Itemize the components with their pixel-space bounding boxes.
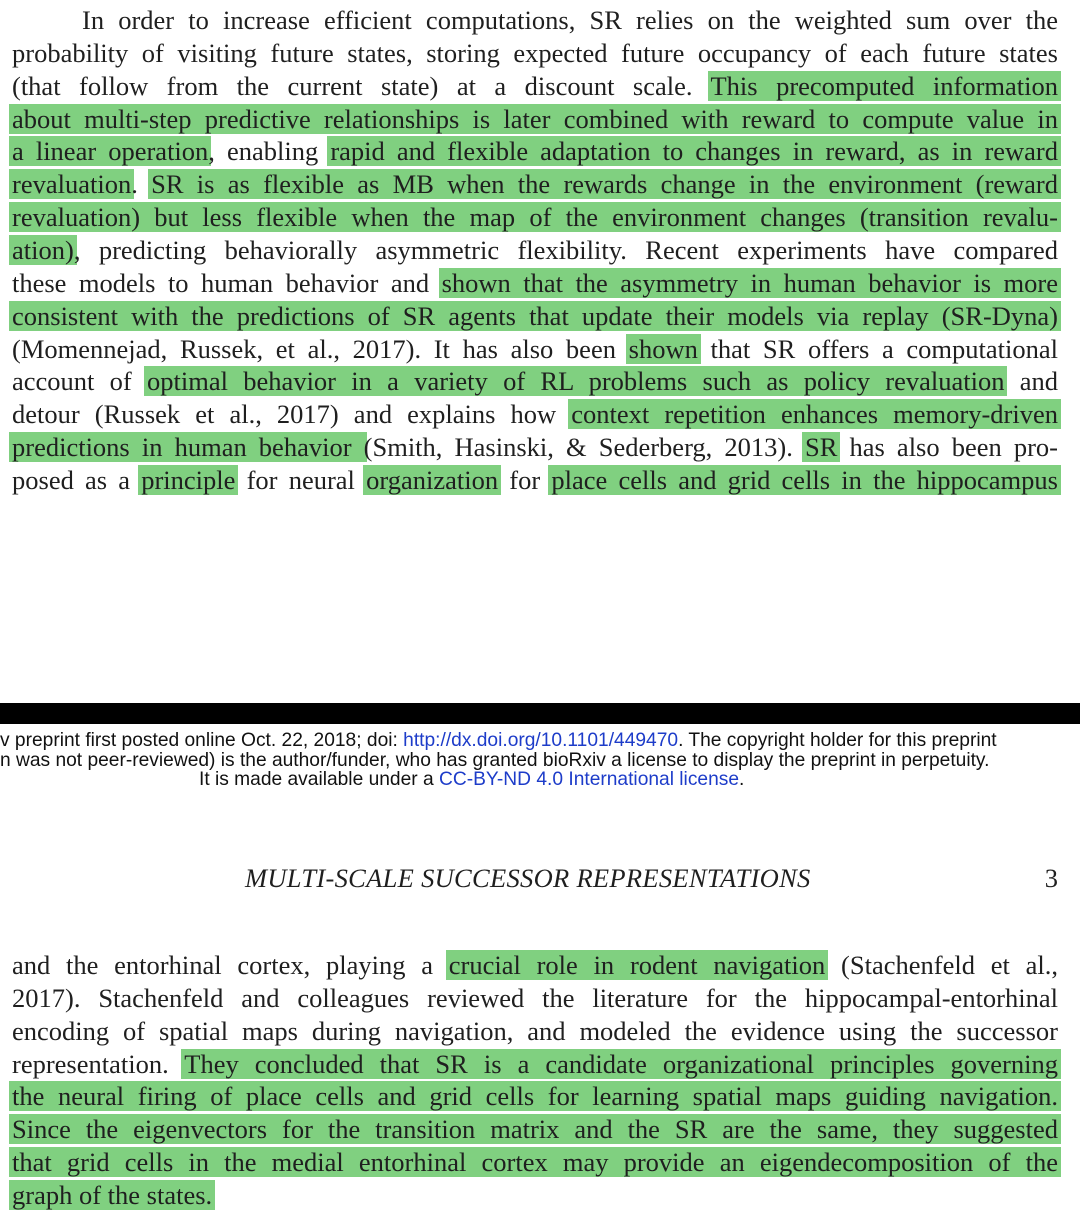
highlighted-text: about multi-step predictive relationships is later combined with reward to compute value in: [12, 103, 1058, 134]
upper-paragraph-line: [12, 103, 1058, 136]
text-segment: probability of visiting future states, storing expected future occupancy of each future states: [12, 37, 1058, 68]
highlighted-text: ation): [12, 235, 74, 266]
upper-paragraph-line: [12, 333, 1058, 366]
notice-text: v preprint first posted online Oct. 22, 2018; doi:: [0, 730, 404, 751]
highlighted-text: revaluation: [12, 169, 132, 200]
upper-paragraph-line: [12, 398, 1058, 431]
upper-paragraph-line: [12, 234, 1058, 267]
highlighted-text: the neural firing of place cells and grid cells for learning spatial maps guiding navigation.: [12, 1081, 1058, 1112]
preprint-notice-line-1: [0, 731, 997, 751]
page-separator-bar: [0, 703, 1080, 724]
highlighted-text: They concluded that SR is a candidate organizational principles governing: [184, 1048, 1058, 1079]
text-segment: posed as a: [12, 465, 142, 496]
highlighted-text: graph of the states.: [12, 1180, 213, 1211]
upper-paragraph-line: [12, 267, 1058, 300]
upper-paragraph-line: [12, 431, 1058, 464]
preprint-notice-line-2: [0, 751, 989, 771]
highlighted-text: optimal behavior in a variety of RL problems such as policy revaluation: [147, 366, 1005, 397]
lower-paragraph-line: [12, 1015, 1058, 1048]
highlighted-text: principle: [141, 465, 236, 496]
lower-paragraph-line: [12, 1113, 1058, 1146]
highlighted-text: consistent with the predictions of SR agents that update their models via replay (SR-Dyna): [12, 300, 1058, 331]
upper-paragraph-line: [12, 300, 1058, 333]
notice-text: .: [739, 769, 745, 790]
highlighted-text: revaluation) but less flexible when the map of the environment changes (transition revalu-: [12, 202, 1058, 233]
upper-paragraph-line: [12, 4, 1058, 37]
text-segment: and the entorhinal cortex, playing a: [12, 950, 449, 980]
lower-paragraph-line: [12, 1080, 1058, 1113]
upper-paragraph-line: [12, 135, 1058, 168]
text-segment: , predicting behaviorally asymmetric flexibility. Recent experiments have compared: [73, 235, 1058, 266]
text-segment: has also been pro-: [837, 432, 1059, 463]
text-segment: these models to human behavior and: [12, 267, 442, 298]
upper-paragraph-line: [12, 464, 1058, 497]
upper-paragraph: [12, 4, 1058, 497]
highlighted-text: shown that the asymmetry in human behavior is more: [441, 267, 1058, 298]
text-segment: (Smith, Hasinski, & Sederberg, 2013).: [363, 432, 805, 463]
notice-text: It is made available under a: [199, 769, 439, 790]
text-segment: that SR offers a computational: [697, 333, 1058, 364]
notice-text: . The copyright holder for this preprint: [678, 730, 997, 751]
upper-paragraph-line: [12, 70, 1058, 103]
text-segment: and: [1004, 366, 1058, 397]
license-link[interactable]: CC-BY-ND 4.0 International license: [438, 769, 740, 790]
highlighted-text: predictions in human behavior: [12, 432, 364, 463]
highlighted-text: place cells and grid cells in the hippocampus: [551, 465, 1058, 496]
upper-paragraph-line: [12, 37, 1058, 70]
upper-paragraph-line: [12, 201, 1058, 234]
text-segment: 2017). Stachenfeld and colleagues reviewed the literature for the hippocampal-entorhinal: [12, 982, 1058, 1013]
lower-paragraph-line: [12, 1048, 1058, 1081]
highlighted-text: This precomputed information: [710, 70, 1058, 101]
preprint-notice-line-3: [199, 770, 744, 790]
text-segment: .: [131, 169, 152, 200]
lower-paragraph-line: [12, 1146, 1058, 1179]
highlighted-text: rapid and flexible adaptation to changes in reward, as in reward: [330, 136, 1058, 167]
text-segment: account of: [12, 366, 148, 397]
highlighted-text: shown: [628, 333, 698, 364]
highlighted-text: a linear operation: [12, 136, 209, 167]
highlighted-text: that grid cells in the medial entorhinal cortex may provide an eigendecomposition of the: [12, 1147, 1058, 1178]
doi-link[interactable]: http://dx.doi.org/10.1101/449470: [403, 730, 679, 751]
text-segment: (Stachenfeld et al.,: [825, 950, 1058, 980]
lower-paragraph-line: [12, 949, 1058, 982]
text-segment: detour (Russek et al., 2017) and explains how: [12, 399, 572, 430]
upper-paragraph-line: [12, 365, 1058, 398]
text-segment: (Momennejad, Russek, et al., 2017). It has also been: [12, 333, 629, 364]
highlighted-text: SR: [804, 432, 838, 463]
text-segment: representation.: [12, 1048, 185, 1079]
lower-paragraph-line: [12, 1179, 1058, 1212]
highlighted-text: organization: [366, 465, 499, 496]
highlighted-text: crucial role in rodent navigation: [448, 950, 826, 980]
page-number: 3: [1044, 863, 1058, 893]
highlighted-text: Since the eigenvectors for the transition matrix and the SR are the same, they suggested: [12, 1114, 1058, 1145]
notice-text: n was not peer-reviewed) is the author/funder, who has granted bioRxiv a license to display the preprint in perpetuity.: [0, 749, 990, 771]
running-head-title: MULTI-SCALE SUCCESSOR REPRESENTATIONS: [245, 863, 811, 893]
highlighted-text: context repetition enhances memory-driven: [571, 399, 1058, 430]
text-segment: In order to increase efficient computations, SR relies on the weighted sum over the: [82, 5, 1058, 35]
text-segment: encoding of spatial maps during navigation, and modeled the evidence using the successor: [12, 1015, 1058, 1046]
text-segment: (that follow from the current state) at a discount scale.: [12, 70, 711, 101]
lower-paragraph-line: [12, 982, 1058, 1015]
text-segment: for neural: [235, 465, 367, 496]
upper-paragraph-line: [12, 168, 1058, 201]
lower-paragraph: [12, 949, 1058, 1212]
highlighted-text: SR is as flexible as MB when the rewards change in the environment (reward: [151, 169, 1059, 200]
text-segment: for: [498, 465, 552, 496]
text-segment: , enabling: [208, 136, 331, 167]
